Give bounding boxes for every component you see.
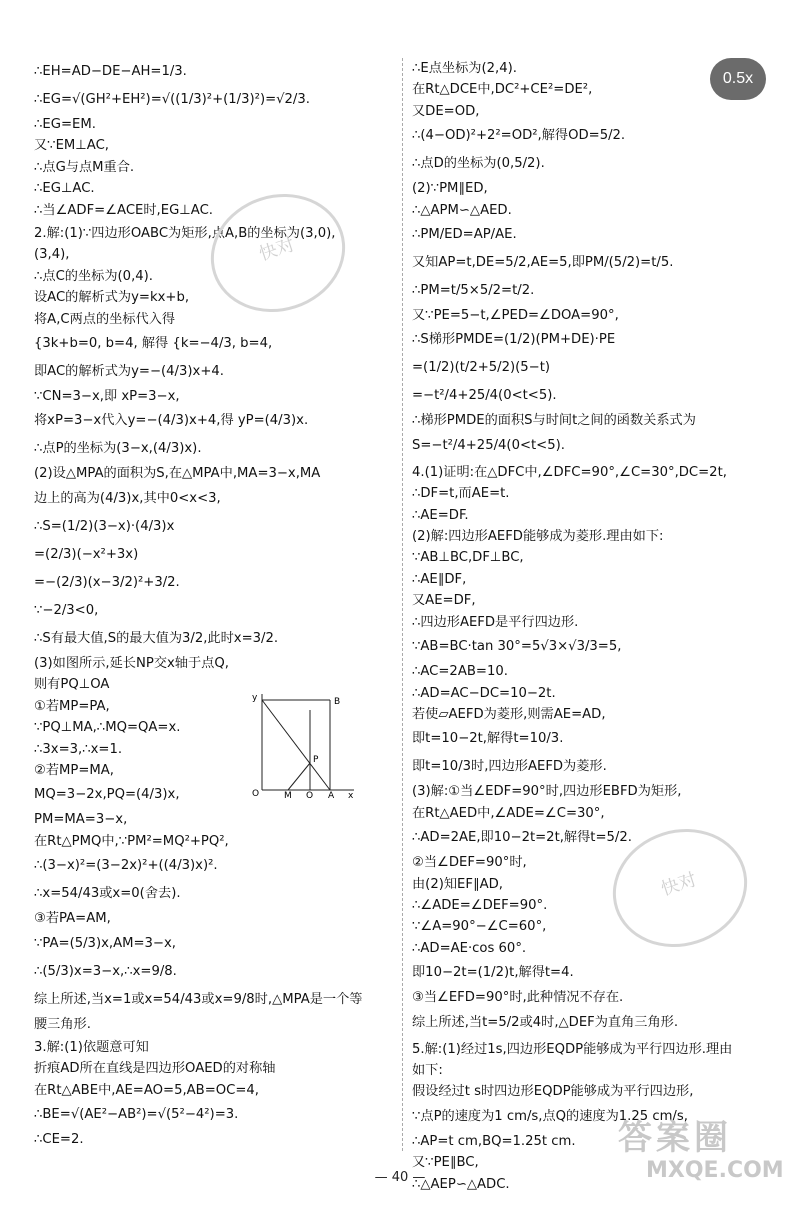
text-line: 又∵PE∥BC, — [412, 1155, 479, 1171]
text-line: 边上的高为(4/3)x,其中0<x<3, — [34, 490, 221, 506]
text-line: 又∵EM⊥AC, — [34, 138, 109, 154]
text-line: ②若MP=MA, — [34, 762, 114, 778]
text-line: ∴EG⊥AC. — [34, 181, 95, 197]
text-line: ∴PM=t/5×5/2=t/2. — [412, 283, 535, 299]
text-line: 在Rt△ABE中,AE=AO=5,AB=OC=4, — [34, 1082, 259, 1098]
watermark-stamp-2: 快对 — [597, 812, 762, 964]
label-a: A — [328, 791, 335, 798]
text-line: 则有PQ⊥OA — [34, 677, 110, 693]
text-line: PM=MA=3−x, — [34, 812, 128, 828]
zoom-badge[interactable]: 0.5x — [710, 58, 766, 100]
text-line: ∴PM/ED=AP/AE. — [412, 227, 517, 243]
text-line: ∴S=(1/2)(3−x)·(4/3)x — [34, 518, 175, 534]
text-line: 若使▱AEFD为菱形,则需AE=AD, — [412, 706, 606, 722]
text-line: 2.解:(1)∵四边形OABC为矩形,点A,B的坐标为(3,0), — [34, 226, 336, 242]
text-line: ∴S梯形PMDE=(1/2)(PM+DE)·PE — [412, 332, 616, 348]
label-m: M — [284, 791, 292, 798]
text-line: S=−t²/4+25/4(0<t<5). — [412, 437, 565, 453]
label-q: Q — [306, 791, 314, 798]
text-line: ∴AE=DF. — [412, 507, 469, 523]
text-line: ∴△AEP∽△ADC. — [412, 1176, 510, 1192]
text-line: 5.解:(1)经过1s,四边形EQDP能够成为平行四边形.理由 — [412, 1041, 733, 1057]
text-line: ∴梯形PMDE的面积S与时间t之间的函数关系式为 — [412, 413, 696, 429]
text-line: ∴AP=t cm,BQ=1.25t cm. — [412, 1133, 576, 1149]
text-line: 即t=10/3时,四边形AEFD为菱形. — [412, 759, 607, 775]
text-line: 又知AP=t,DE=5/2,AE=5,即PM/(5/2)=t/5. — [412, 255, 674, 271]
text-line: MQ=3−2x,PQ=(4/3)x, — [34, 787, 180, 803]
text-line: 4.(1)证明:在△DFC中,∠DFC=90°,∠C=30°,DC=2t, — [412, 464, 727, 480]
text-line: ∵PQ⊥MA,∴MQ=QA=x. — [34, 720, 181, 736]
text-line: ∵−2/3<0, — [34, 602, 99, 618]
corner-logo-url: MXQE.COM — [646, 1158, 784, 1183]
text-line: (2)∵PM∥ED, — [412, 181, 488, 197]
text-line: ∴点C的坐标为(0,4). — [34, 268, 153, 284]
text-line: ∴△APM∽△AED. — [412, 202, 512, 218]
text-line: 3.解:(1)依题意可知 — [34, 1039, 149, 1055]
text-line: ∴点G与点M重合. — [34, 159, 135, 175]
page-number: — 40 — — [374, 1170, 426, 1185]
left-column — [34, 58, 394, 1151]
text-line: (2)设△MPA的面积为S,在△MPA中,MA=3−x,MA — [34, 466, 321, 482]
text-line: ∴DF=t,而AE=t. — [412, 486, 510, 502]
text-line: ∴AD=AE·cos 60°. — [412, 940, 527, 956]
text-line: 即AC的解析式为y=−(4/3)x+4. — [34, 364, 224, 380]
label-b: B — [334, 697, 341, 707]
text-line: ∴EH=AD−DE−AH=1/3. — [34, 64, 187, 79]
text-line: =(1/2)(t/2+5/2)(5−t) — [412, 360, 551, 376]
text-line: ∵AB⊥BC,DF⊥BC, — [412, 550, 524, 566]
text-line: ∴AD=2AE,即10−2t=2t,解得t=5/2. — [412, 830, 632, 846]
text-line: 又DE=OD, — [412, 103, 480, 119]
watermark-stamp-1: 快对 — [195, 177, 360, 329]
corner-logo: 答案圈 — [618, 1118, 732, 1158]
text-line: ①若MP=PA, — [34, 698, 110, 714]
text-line: 设AC的解析式为y=kx+b, — [34, 290, 190, 306]
text-line: 又∵PE=5−t,∠PED=∠DOA=90°, — [412, 308, 619, 324]
label-p: P — [313, 755, 319, 765]
text-line: ∴点P的坐标为(3−x,(4/3)x). — [34, 441, 202, 457]
text-line: 由(2)知EF∥AD, — [412, 876, 503, 892]
text-line: ∴EG=√(GH²+EH²)=√((1/3)²+(1/3)²)=√2/3. — [34, 92, 310, 107]
text-line: ∴AE∥DF, — [412, 571, 467, 587]
text-line: ∴(5/3)x=3−x,∴x=9/8. — [34, 963, 177, 979]
text-line: ∴AC=2AB=10. — [412, 664, 508, 680]
text-line: ∴四边形AEFD是平行四边形. — [412, 614, 579, 630]
label-y: y — [252, 693, 258, 703]
text-line: 综上所述,当x=1或x=54/43或x=9/8时,△MPA是一个等 — [34, 991, 363, 1007]
text-line: ∴E点坐标为(2,4). — [412, 61, 517, 76]
label-o: O — [252, 789, 260, 798]
text-line: ∵∠A=90°−∠C=60°, — [412, 919, 547, 935]
text-line: =(2/3)(−x²+3x) — [34, 546, 139, 562]
text-line: 在Rt△DCE中,DC²+CE²=DE², — [412, 82, 593, 98]
text-line: ∴BE=√(AE²−AB²)=√(5²−4²)=3. — [34, 1107, 239, 1123]
geometry-figure — [250, 690, 358, 798]
text-line: 将xP=3−x代入y=−(4/3)x+4,得 yP=(4/3)x. — [34, 413, 309, 429]
text-line: (3)解:①当∠EDF=90°时,四边形EBFD为矩形, — [412, 784, 682, 800]
text-line: {3k+b=0, b=4, 解得 {k=−4/3, b=4, — [34, 336, 273, 352]
text-line: ∴当∠ADF=∠ACE时,EG⊥AC. — [34, 202, 213, 218]
text-line: =−t²/4+25/4(0<t<5). — [412, 388, 557, 404]
text-line: 在Rt△PMQ中,∵PM²=MQ²+PQ², — [34, 833, 229, 849]
text-line: ∵AB=BC·tan 30°=5√3×√3/3=5, — [412, 639, 622, 655]
text-line: (2)解:四边形AEFD能够成为菱形.理由如下: — [412, 529, 664, 545]
text-line: ②当∠DEF=90°时, — [412, 855, 527, 871]
text-line: 综上所述,当t=5/2或4时,△DEF为直角三角形. — [412, 1014, 679, 1030]
text-line: ∵点P的速度为1 cm/s,点Q的速度为1.25 cm/s, — [412, 1108, 688, 1124]
text-line: (3,4), — [34, 247, 70, 263]
text-line: 假设经过t s时四边形EQDP能够成为平行四边形, — [412, 1084, 694, 1100]
text-line: 腰三角形. — [34, 1016, 91, 1032]
text-line: 即10−2t=(1/2)t,解得t=4. — [412, 965, 574, 981]
text-line: 即t=10−2t,解得t=10/3. — [412, 731, 564, 747]
text-line: ∴3x=3,∴x=1. — [34, 741, 123, 757]
text-line: ∴EG=EM. — [34, 117, 96, 132]
text-line: ∴x=54/43或x=0(舍去). — [34, 886, 181, 902]
text-line: ∵CN=3−x,即 xP=3−x, — [34, 389, 180, 405]
text-line: 折痕AD所在直线是四边形OAED的对称轴 — [34, 1061, 276, 1077]
text-line: 又AE=DF, — [412, 593, 476, 609]
text-line: ∵PA=(5/3)x,AM=3−x, — [34, 935, 176, 951]
text-line: 如下: — [412, 1062, 443, 1078]
text-line: ③若PA=AM, — [34, 911, 111, 927]
text-line: 将A,C两点的坐标代入得 — [34, 311, 176, 327]
text-line: ∴CE=2. — [34, 1132, 84, 1148]
text-line: =−(2/3)(x−3/2)²+3/2. — [34, 574, 180, 590]
text-line: ③当∠EFD=90°时,此种情况不存在. — [412, 990, 624, 1006]
text-line: (3)如图所示,延长NP交x轴于点Q, — [34, 655, 229, 671]
label-x: x — [348, 791, 354, 798]
text-line: ∴(4−OD)²+2²=OD²,解得OD=5/2. — [412, 128, 626, 144]
text-line: 在Rt△AED中,∠ADE=∠C=30°, — [412, 805, 605, 821]
text-line: ∴AD=AC−DC=10−2t. — [412, 685, 556, 701]
text-line: ∴∠ADE=∠DEF=90°. — [412, 897, 548, 913]
text-line: ∴(3−x)²=(3−2x)²+((4/3)x)². — [34, 858, 218, 874]
text-line: ∴点D的坐标为(0,5/2). — [412, 156, 545, 172]
column-divider — [402, 58, 403, 1151]
text-line: ∴S有最大值,S的最大值为3/2,此时x=3/2. — [34, 630, 279, 646]
